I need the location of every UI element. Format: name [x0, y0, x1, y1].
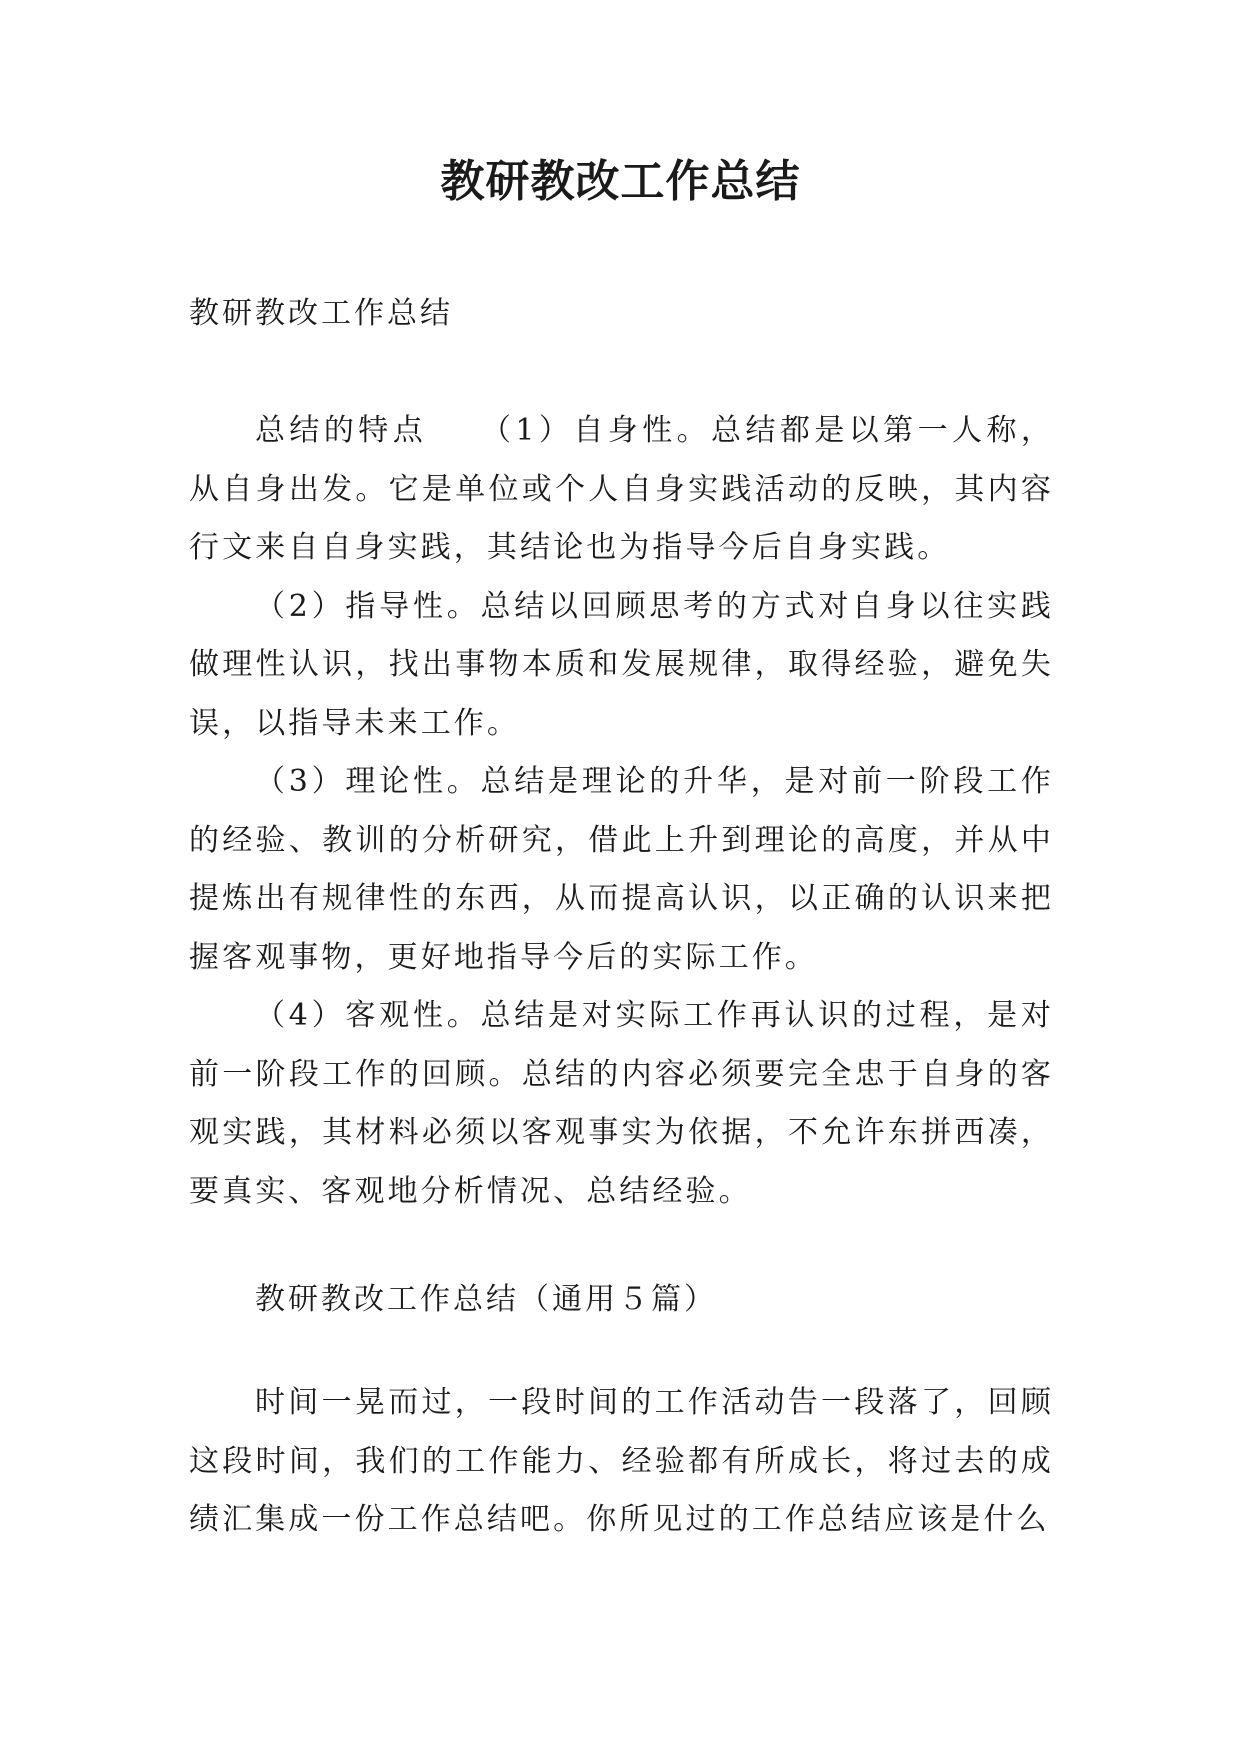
document-title: 教研教改工作总结 — [440, 156, 801, 207]
feature-paragraph: （2）指导性。总结以回顾思考的方式对自身以往实践做理性认识，找出事物本质和发展规律，取得经验，避免失误，以指导未来工作。 — [189, 588, 1054, 741]
intro-section — [189, 1374, 1054, 1550]
features-section — [189, 402, 1054, 1221]
intro-paragraph: 时间一晃而过，一段时间的工作活动告一段落了，回顾这段时间，我们的工作能力、经验都有所成长，将过去的成绩汇集成一份工作总结吧。你所见过的工作总结应该是什么 — [189, 1385, 1054, 1537]
document-subtitle: 教研教改工作总结 — [189, 296, 453, 331]
feature-paragraph: 总结的特点 （1）自身性。总结都是以第一人称，从自身出发。它是单位或个人自身实践活动的反映，其内容行文来自自身实践，其结论也为指导今后自身实践。 — [189, 413, 1054, 565]
section-heading: 教研教改工作总结（通用５篇） — [255, 1282, 717, 1317]
feature-paragraph: （4）客观性。总结是对实际工作再认识的过程，是对前一阶段工作的回顾。总结的内容必须要完全忠于自身的客观实践，其材料必须以客观事实为依据，不允许东拼西凑，要真实、客观地分析情况、总结经验。 — [189, 998, 1054, 1209]
feature-paragraph: （3）理论性。总结是理论的升华，是对前一阶段工作的经验、教训的分析研究，借此上升到理论的高度，并从中提炼出有规律性的东西，从而提高认识，以正确的认识来把握客观事物，更好地指导今后的实际工作。 — [189, 764, 1054, 975]
